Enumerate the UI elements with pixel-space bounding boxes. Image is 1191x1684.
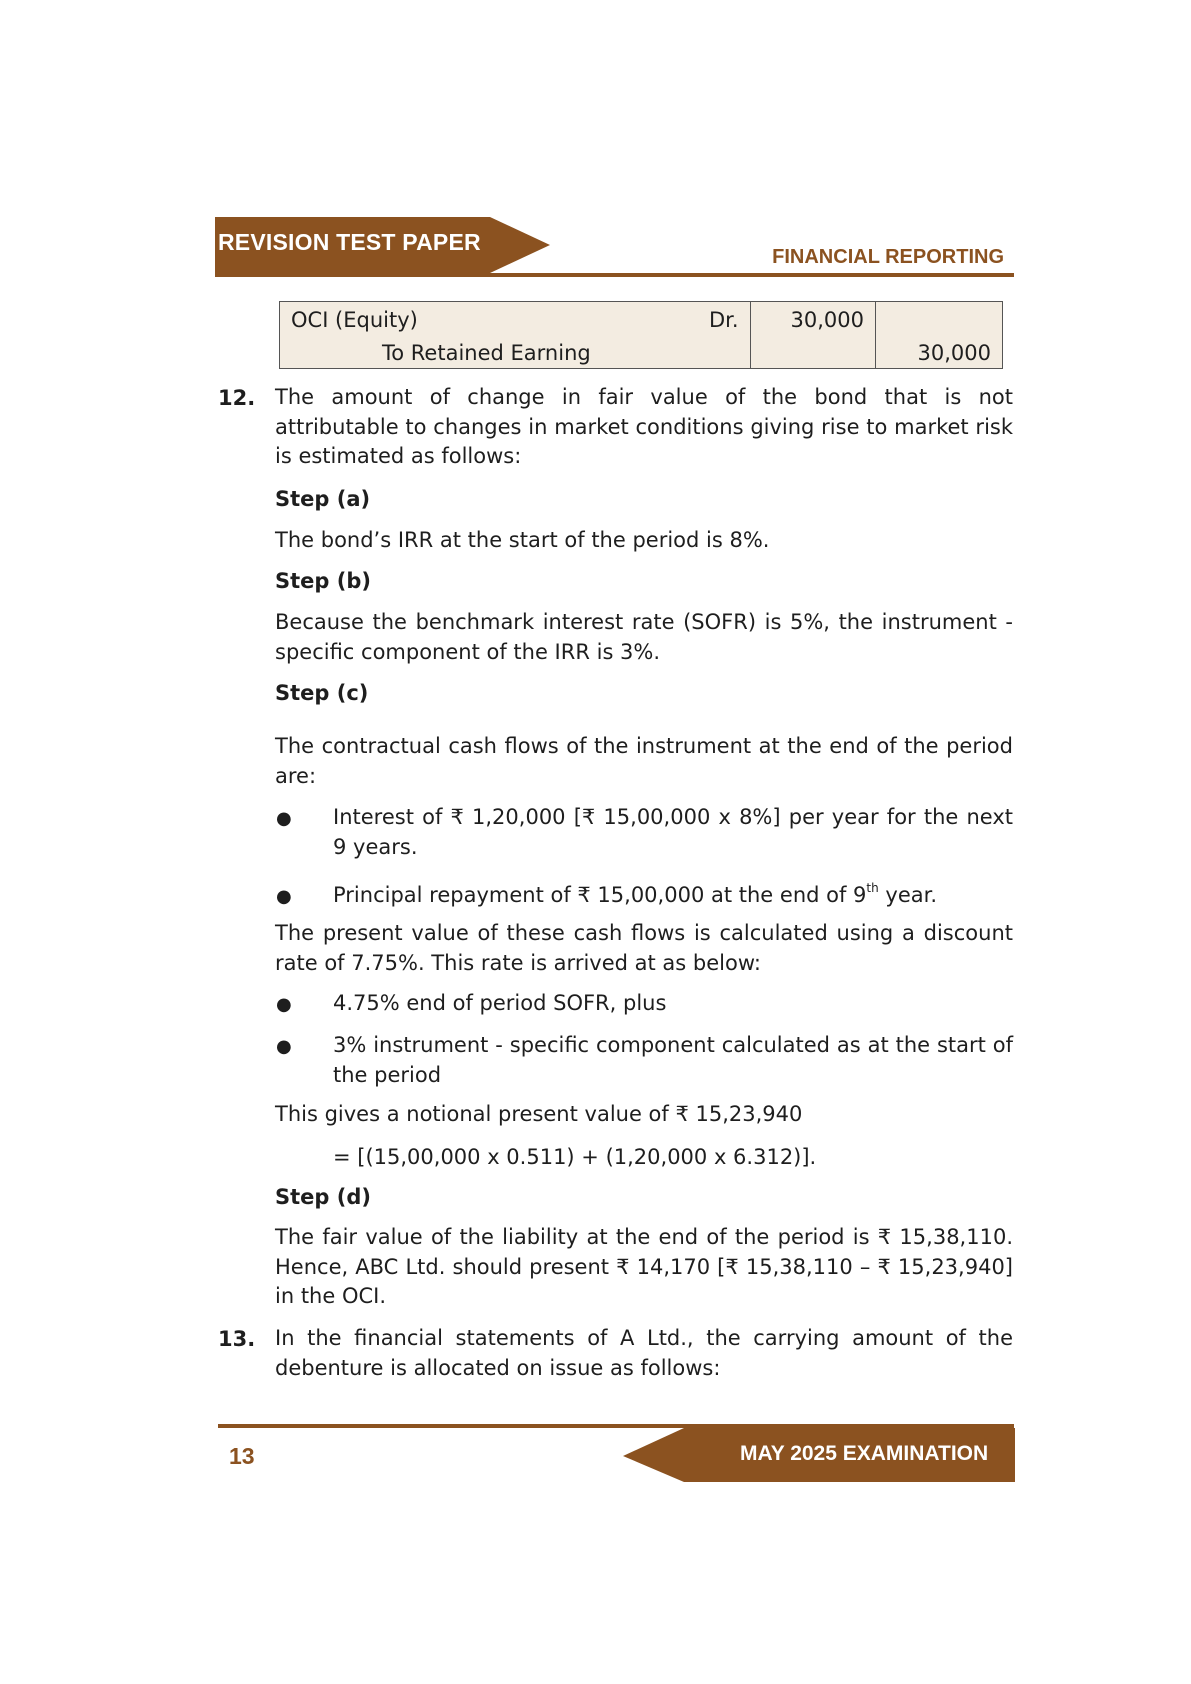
table-divider (875, 302, 876, 368)
journal-entry-table (279, 301, 1003, 369)
page-number: 13 (229, 1443, 255, 1469)
table-divider (750, 302, 751, 368)
present-value-text: The present value of these cash flows is calculated using a discount rate of 7.75%. This rate is arrived at as below: (275, 921, 1013, 975)
step-b-label: Step (b) (275, 569, 371, 593)
header-subject: FINANCIAL REPORTING (772, 246, 1004, 268)
journal-row2-credit: 30,000 (917, 341, 991, 365)
step-b-text: Because the benchmark interest rate (SOFR) is 5%, the instrument - specific component of the IRR is 3%. (275, 610, 1013, 664)
pv-formula: = [(15,00,000 x 0.511) + (1,20,000 x 6.312)]. (333, 1145, 817, 1169)
bullet-instrument-component: 3% instrument - specific component calculated as at the start of the period (333, 1033, 1013, 1087)
journal-row1-debit: 30,000 (790, 308, 864, 332)
journal-row2-account: To Retained Earning (382, 341, 591, 365)
bullet-dot: ● (276, 994, 292, 1015)
q12-intro: The amount of change in fair value of the bond that is not attributable to changes in market conditions giving rise to market risk is estimated as follows: (275, 385, 1013, 468)
step-c-text: The contractual cash flows of the instrument at the end of the period are: (275, 734, 1013, 788)
bullet-principal-main: Principal repayment of ₹ 15,00,000 at the end of 9 (333, 883, 867, 907)
q13-text: In the financial statements of A Ltd., the carrying amount of the debenture is allocated on issue as follows: (275, 1326, 1013, 1380)
journal-row1-dr: Dr. (709, 308, 739, 332)
footer-exam: MAY 2025 EXAMINATION (740, 1442, 989, 1465)
bullet-dot: ● (276, 1036, 292, 1057)
step-a-text: The bond’s IRR at the start of the period is 8%. (275, 528, 770, 552)
step-c-label: Step (c) (275, 681, 369, 705)
bullet-interest: Interest of ₹ 1,20,000 [₹ 15,00,000 x 8%] per year for the next 9 years. (333, 805, 1013, 859)
bullet-principal (333, 881, 1013, 911)
step-d-label: Step (d) (275, 1185, 371, 1209)
question-number-12: 12. (218, 386, 256, 410)
question-number-13: 13. (218, 1327, 256, 1351)
bullet-sofr: 4.75% end of period SOFR, plus (333, 991, 667, 1015)
journal-row1-account: OCI (Equity) (291, 308, 418, 332)
header-title: REVISION TEST PAPER (218, 229, 481, 255)
step-d-text: The fair value of the liability at the end of the period is ₹ 15,38,110. Hence, ABC Ltd. should present ₹ 14,170 [₹ 15,38,110 – ₹ 15,23,940] in the OCI. (275, 1225, 1013, 1308)
bullet-principal-tail: year. (878, 883, 938, 907)
step-a-label: Step (a) (275, 487, 371, 511)
notional-present-value: This gives a notional present value of ₹ 15,23,940 (275, 1102, 803, 1126)
bullet-dot: ● (276, 808, 292, 829)
bullet-dot: ● (276, 886, 292, 907)
header-rule (215, 273, 1014, 277)
bullet-principal-sup: th (866, 881, 879, 895)
